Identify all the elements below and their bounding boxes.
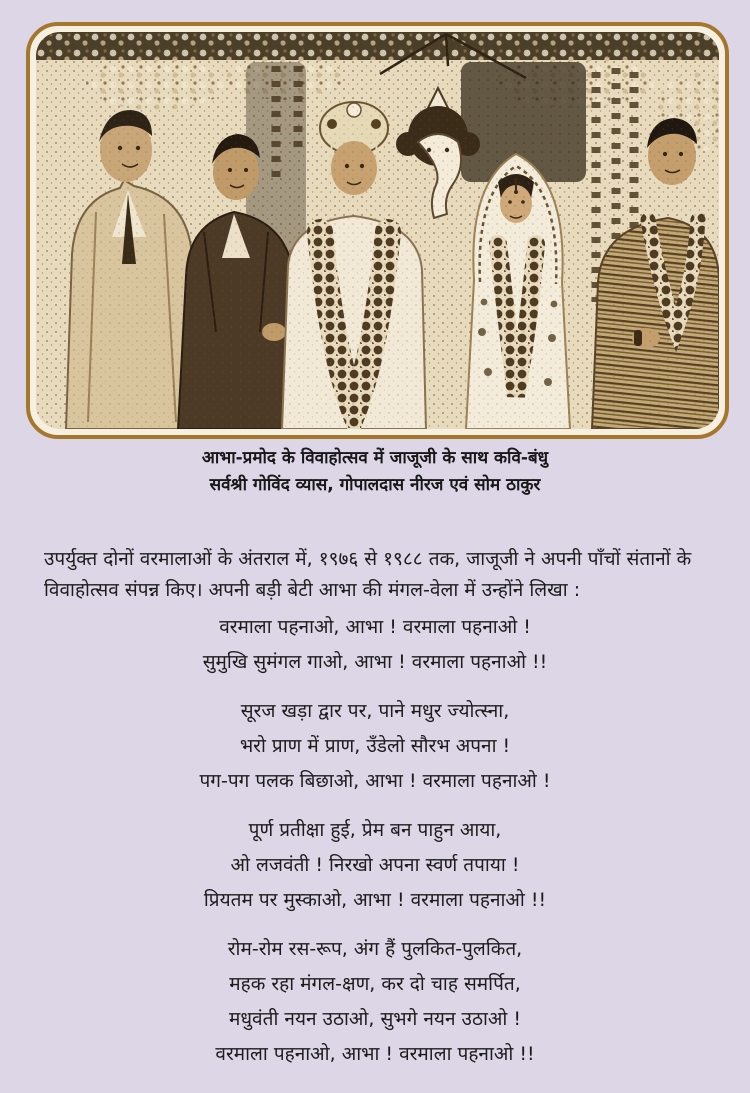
poem-line: ओ लजवंती ! निरखो अपना स्वर्ण तपाया ! [230, 854, 520, 876]
poem-line: महक रहा मंगल-क्षण, कर दो चाह समर्पित, [229, 973, 521, 995]
poem-stanza-3 [0, 813, 750, 918]
poem-line: रोम-रोम रस-रूप, अंग हैं पुलकित-पुलकित, [227, 938, 523, 960]
photo-frame [26, 22, 729, 439]
poem-line: पूर्ण प्रतीक्षा हुई, प्रेम बन पाहुन आया, [248, 819, 502, 841]
poem-line: सुमुखि सुमंगल गाओ, आभा ! वरमाला पहनाओ !! [202, 651, 548, 673]
poem-line: पग-पग पलक बिछाओ, आभा ! वरमाला पहनाओ ! [199, 770, 551, 792]
poem-line: मधुवंती नयन उठाओ, सुभगे नयन उठाओ ! [229, 1008, 521, 1030]
poem-line: सूरज खड़ा द्वार पर, पाने मधुर ज्योत्स्ना, [240, 700, 510, 722]
photo-caption [0, 445, 750, 499]
poem-line: प्रियतम पर मुस्काओ, आभा ! वरमाला पहनाओ !! [203, 889, 547, 911]
intro-paragraph: उपर्युक्त दोनों वरमालाओं के अंतराल में, १९७६ से १९८८ तक, जाजूजी ने अपनी पाँचों संतानों के विवाहोत्सव संपन्न किए। अपनी बड़ी बेटी आभा की मंगल-वेला में उन्होंने लिखा : [44, 548, 692, 601]
photo-caption-line-2: सर्वश्री गोविंद व्यास, गोपालदास नीरज एवं सोम ठाकुर [209, 475, 541, 495]
poem-line: वरमाला पहनाओ, आभा ! वरमाला पहनाओ ! [219, 616, 531, 638]
wedding-photo-illustration [36, 32, 719, 429]
poem-line: वरमाला पहनाओ, आभा ! वरमाला पहनाओ !! [215, 1043, 535, 1065]
photo-caption-line-1: आभा-प्रमोद के विवाहोत्सव में जाजूजी के साथ कवि-बंधु [201, 448, 549, 468]
poem [0, 610, 750, 1086]
poem-stanza-1 [0, 610, 750, 680]
poem-stanza-2 [0, 694, 750, 799]
wedding-photo [36, 32, 719, 429]
poem-line: भरो प्राण में प्राण, उँडेलो सौरभ अपना ! [239, 735, 511, 757]
poem-stanza-4 [0, 932, 750, 1072]
